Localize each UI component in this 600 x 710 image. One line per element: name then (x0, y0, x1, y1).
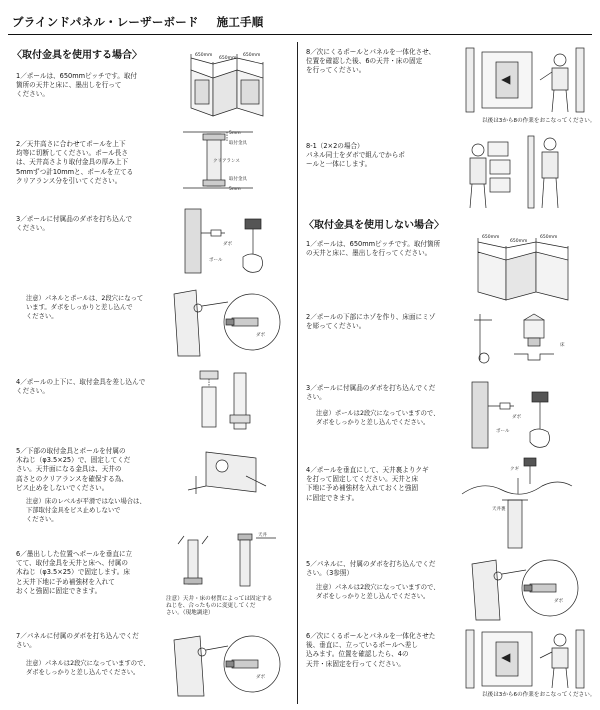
page-title (12, 14, 263, 30)
r-fig1-label-3: 650mm (540, 235, 558, 240)
fig2-label-5: 5mm (229, 187, 241, 192)
fig4-label-dabo: ダボ (256, 333, 265, 338)
left-step-4: 4／ポールの上下に、取付金具を差し込んで ください。 (16, 378, 146, 396)
r-fig1-label-2: 650mm (510, 239, 528, 244)
right-step-2: 2／ポールの下部にホゾを作り、床面にミゾ を彫ってください。 (306, 313, 436, 331)
r-fig2-label-floor: 床 (560, 343, 565, 348)
figure-worker-install (460, 44, 592, 116)
left-step-3: 3／ポールに付属品のダボを打ち込んで ください。 (16, 215, 133, 233)
r-fig3-label-dabo: ダボ (512, 415, 521, 420)
fig6-label-ceiling: 天井 (258, 533, 267, 538)
title-rule (8, 34, 592, 35)
right-step-4: 4／ポールを垂直にして、天井裏よりクギ を打って固定してください。天井と床 下地に予め補強材を入れておくと強固 に固定できます。 (306, 466, 429, 502)
fig2-label-4: 取付金具 (229, 177, 247, 182)
right-repeat-note-2: 以後は3から6の作業をおこなってください。 (482, 692, 596, 698)
fig2-label-3: クリアランス (213, 159, 240, 164)
left-note-5: 注意）床のレベルが平滑ではない場合は、 下部取付金具をビス止めしないで ください。 (26, 498, 146, 523)
figure-dowel-hammer (183, 205, 283, 275)
right-step-3: 3／ポールに付属品のダボを打ち込んでくだ さい。 (306, 384, 436, 402)
figure-tenon-groove (470, 310, 580, 368)
figure-panels-pitch-2 (472, 232, 580, 302)
left-note-3: 注意）パネルとポールは、2段穴になって います。ダボをしっかりと差し込んで ください。 (26, 295, 144, 320)
left-note-7: 注意）パネルは2段穴になっていますので、 ダボをしっかりと差し込んでください。 (26, 660, 150, 676)
column-divider (297, 42, 298, 704)
figure-panel-holes (170, 288, 282, 358)
right-heading: 〈取付金具を使用しない場合〉 (304, 220, 444, 231)
figure-panel-dowel (170, 632, 282, 698)
fig1-label-3: 650mm (243, 53, 261, 58)
right-step-1: 1／ポールは、650mmピッチです。取付箇所 の天井と床に、墨出しを行ってください。 (306, 240, 441, 258)
r-fig1-label-1: 650mm (482, 235, 500, 240)
fig3-label-pole: ポール (209, 258, 223, 263)
fig1-label-1: 650mm (195, 53, 213, 58)
figure-2x2-assembly (458, 130, 568, 210)
figure-pole-clearance (183, 128, 283, 192)
right-note-3: 注意）ポールは2段穴になっていますので、 ダボをしっかりと差し込んでください。 (316, 410, 440, 426)
right-repeat-note: 以後は3から8の作業をおこなってください。 (482, 118, 596, 124)
right-step-8-1: 8-1（2×2の場合） パネル同士をダボで組んでからポ ールと一体にします。 (306, 142, 405, 169)
r-fig5-label-dabo: ダボ (554, 599, 563, 604)
left-step-7: 7／パネルに付属のダボを打ち込んでくだ さい。 (16, 632, 139, 650)
fig7-label-dabo: ダボ (256, 675, 265, 680)
fig2-label-2: 取付金具 (229, 141, 247, 146)
r-fig3-label-pole: ポール (496, 429, 510, 434)
r-fig4-label-ceiling: 天井裏 (492, 507, 506, 512)
left-step-6: 6／墨出しした位置へポールを垂直に立 てて、取付金具を天井と床へ、付属の 木ねじ（φ3.5×25）で固定します。床 と天井下地に予め補強材を入れて おくと強固に固定できます。 (16, 550, 133, 595)
r-fig4-label-nail: クギ (510, 467, 519, 472)
left-fig6-note: 注意）天井・床の材質によっては固定する ねじを、合ったものに変更してくだ さい。（現地調達） (166, 596, 273, 616)
fig1-label-2: 650mm (219, 56, 237, 61)
figure-worker-install-2 (460, 628, 592, 690)
figure-dowel-hammer-2 (470, 378, 570, 450)
left-step-2: 2／天井高さに合わせてポールを上下 均等に切断してください。ポール長さ は、天井高さより取付金具の厚み上下 5mmずつ計10mmと、ポールを立てる クリアランス分を引いてください。 (16, 140, 134, 185)
left-heading: 〈取付金具を使用する場合〉 (12, 50, 142, 61)
right-note-5: 注意）パネルは2段穴になっていますので、 ダボをしっかりと差し込んでください。 (316, 584, 440, 600)
right-step-5: 5／パネルに、付属のダボを打ち込んでくだ さい。（3参照） (306, 560, 436, 578)
title-sub: 施工手順 (216, 15, 264, 29)
figure-panel-dowel-2 (468, 556, 580, 622)
fig2-label-1: 5mm (229, 131, 241, 136)
right-step-6: 6／次にくるポールとパネルを一体化させた 後、垂直に、立っているポールへ差し 込みます。位置を確認したら、4の 天井・床固定を行ってください。 (306, 632, 436, 668)
left-step-5: 5／下部の取付金具とポールを付属の 木ねじ（φ3.5×25）で、固定してくだ さい。天井面になる金具は、天井の 高さとのクリアランスを確保する為、 ビス止めをしないでください。 (16, 447, 131, 492)
figure-panels-pitch (185, 50, 275, 118)
left-step-1: 1／ポールは、650mmピッチです。取付 箇所の天井と床に、墨出しを行って ください。 (16, 72, 138, 99)
figure-ceiling-nail (458, 454, 578, 550)
figure-fix-ceiling-floor (172, 532, 280, 590)
fig3-label-dabo: ダボ (223, 242, 232, 247)
figure-bracket-insert (190, 365, 260, 437)
title-main: ブラインドパネル・レーザーボード (12, 15, 199, 29)
right-step-8: 8／次にくるポールとパネルを一体化させ、 位置を確認した後、6の天井・床の固定 を行ってください。 (306, 48, 436, 75)
figure-screw-fix (186, 446, 276, 502)
